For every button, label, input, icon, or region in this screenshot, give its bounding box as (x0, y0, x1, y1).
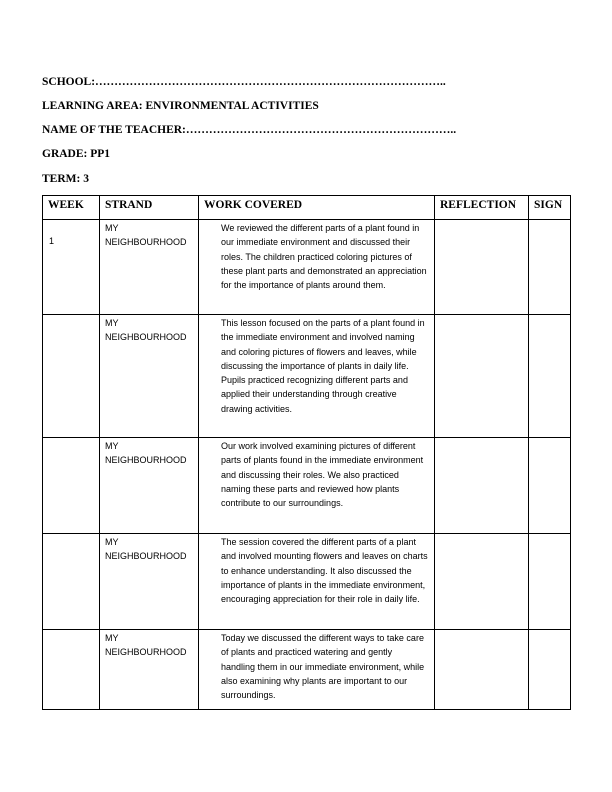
column-header-strand: STRAND (100, 196, 199, 220)
sign-cell (529, 315, 571, 438)
reflection-cell (435, 438, 529, 534)
learning-area: LEARNING AREA: ENVIRONMENTAL ACTIVITIES (42, 100, 319, 112)
teacher-name-field: NAME OF THE TEACHER:…………………………………………………………….. (42, 124, 457, 136)
sign-cell (529, 438, 571, 534)
column-header-reflection: REFLECTION (435, 196, 529, 220)
week-cell (43, 315, 100, 438)
reflection-cell (435, 220, 529, 315)
grade-label: GRADE: PP1 (42, 148, 111, 160)
reflection-cell (435, 630, 529, 710)
sign-cell (529, 534, 571, 630)
table-row (43, 438, 571, 534)
work-covered-cell: The session covered the different parts of a plant and involved mounting flowers and leaves on charts to enhance understanding. It also discussed the importance of plants in the immediate environment, encouraging appreciation for their role in daily life. (199, 534, 435, 630)
sign-cell (529, 220, 571, 315)
term-label: TERM: 3 (42, 173, 89, 185)
table-header-row (43, 196, 571, 220)
table-row (43, 220, 571, 315)
strand-cell: MY NEIGHBOURHOOD (100, 534, 199, 630)
strand-cell: MY NEIGHBOURHOOD (100, 220, 199, 315)
table-row (43, 630, 571, 710)
column-header-sign: SIGN (529, 196, 571, 220)
table-row (43, 534, 571, 630)
column-header-week: WEEK (43, 196, 100, 220)
sign-cell (529, 630, 571, 710)
reflection-cell (435, 315, 529, 438)
record-of-work-table (42, 195, 571, 710)
week-cell (43, 630, 100, 710)
strand-cell: MY NEIGHBOURHOOD (100, 438, 199, 534)
reflection-cell (435, 534, 529, 630)
work-covered-cell: Today we discussed the different ways to take care of plants and practiced watering and gently handling them in our immediate environment, while also examining why plants are important to our surroundings. (199, 630, 435, 710)
work-covered-cell: This lesson focused on the parts of a plant found in the immediate environment and involved naming and coloring pictures of flowers and leaves, while discussing the importance of plants in daily life. Pupils practiced recognizing different parts and applied their understanding through creative drawing activities. (199, 315, 435, 438)
strand-cell: MY NEIGHBOURHOOD (100, 630, 199, 710)
work-covered-cell: Our work involved examining pictures of different parts of plants found in the immediate environment and discussing their roles. We also practiced naming these parts and reviewed how plants contribute to our surroundings. (199, 438, 435, 534)
table-row (43, 315, 571, 438)
school-field: SCHOOL:……………………………………………………………………………….. (42, 76, 446, 88)
week-cell: 1 (43, 220, 100, 315)
column-header-work-covered: WORK COVERED (199, 196, 435, 220)
week-cell (43, 534, 100, 630)
work-covered-cell: We reviewed the different parts of a plant found in our immediate environment and discussed their roles. The children practiced coloring pictures of these plant parts and demonstrated an appreciation for the importance of plants around them. (199, 220, 435, 315)
strand-cell: MY NEIGHBOURHOOD (100, 315, 199, 438)
week-cell (43, 438, 100, 534)
